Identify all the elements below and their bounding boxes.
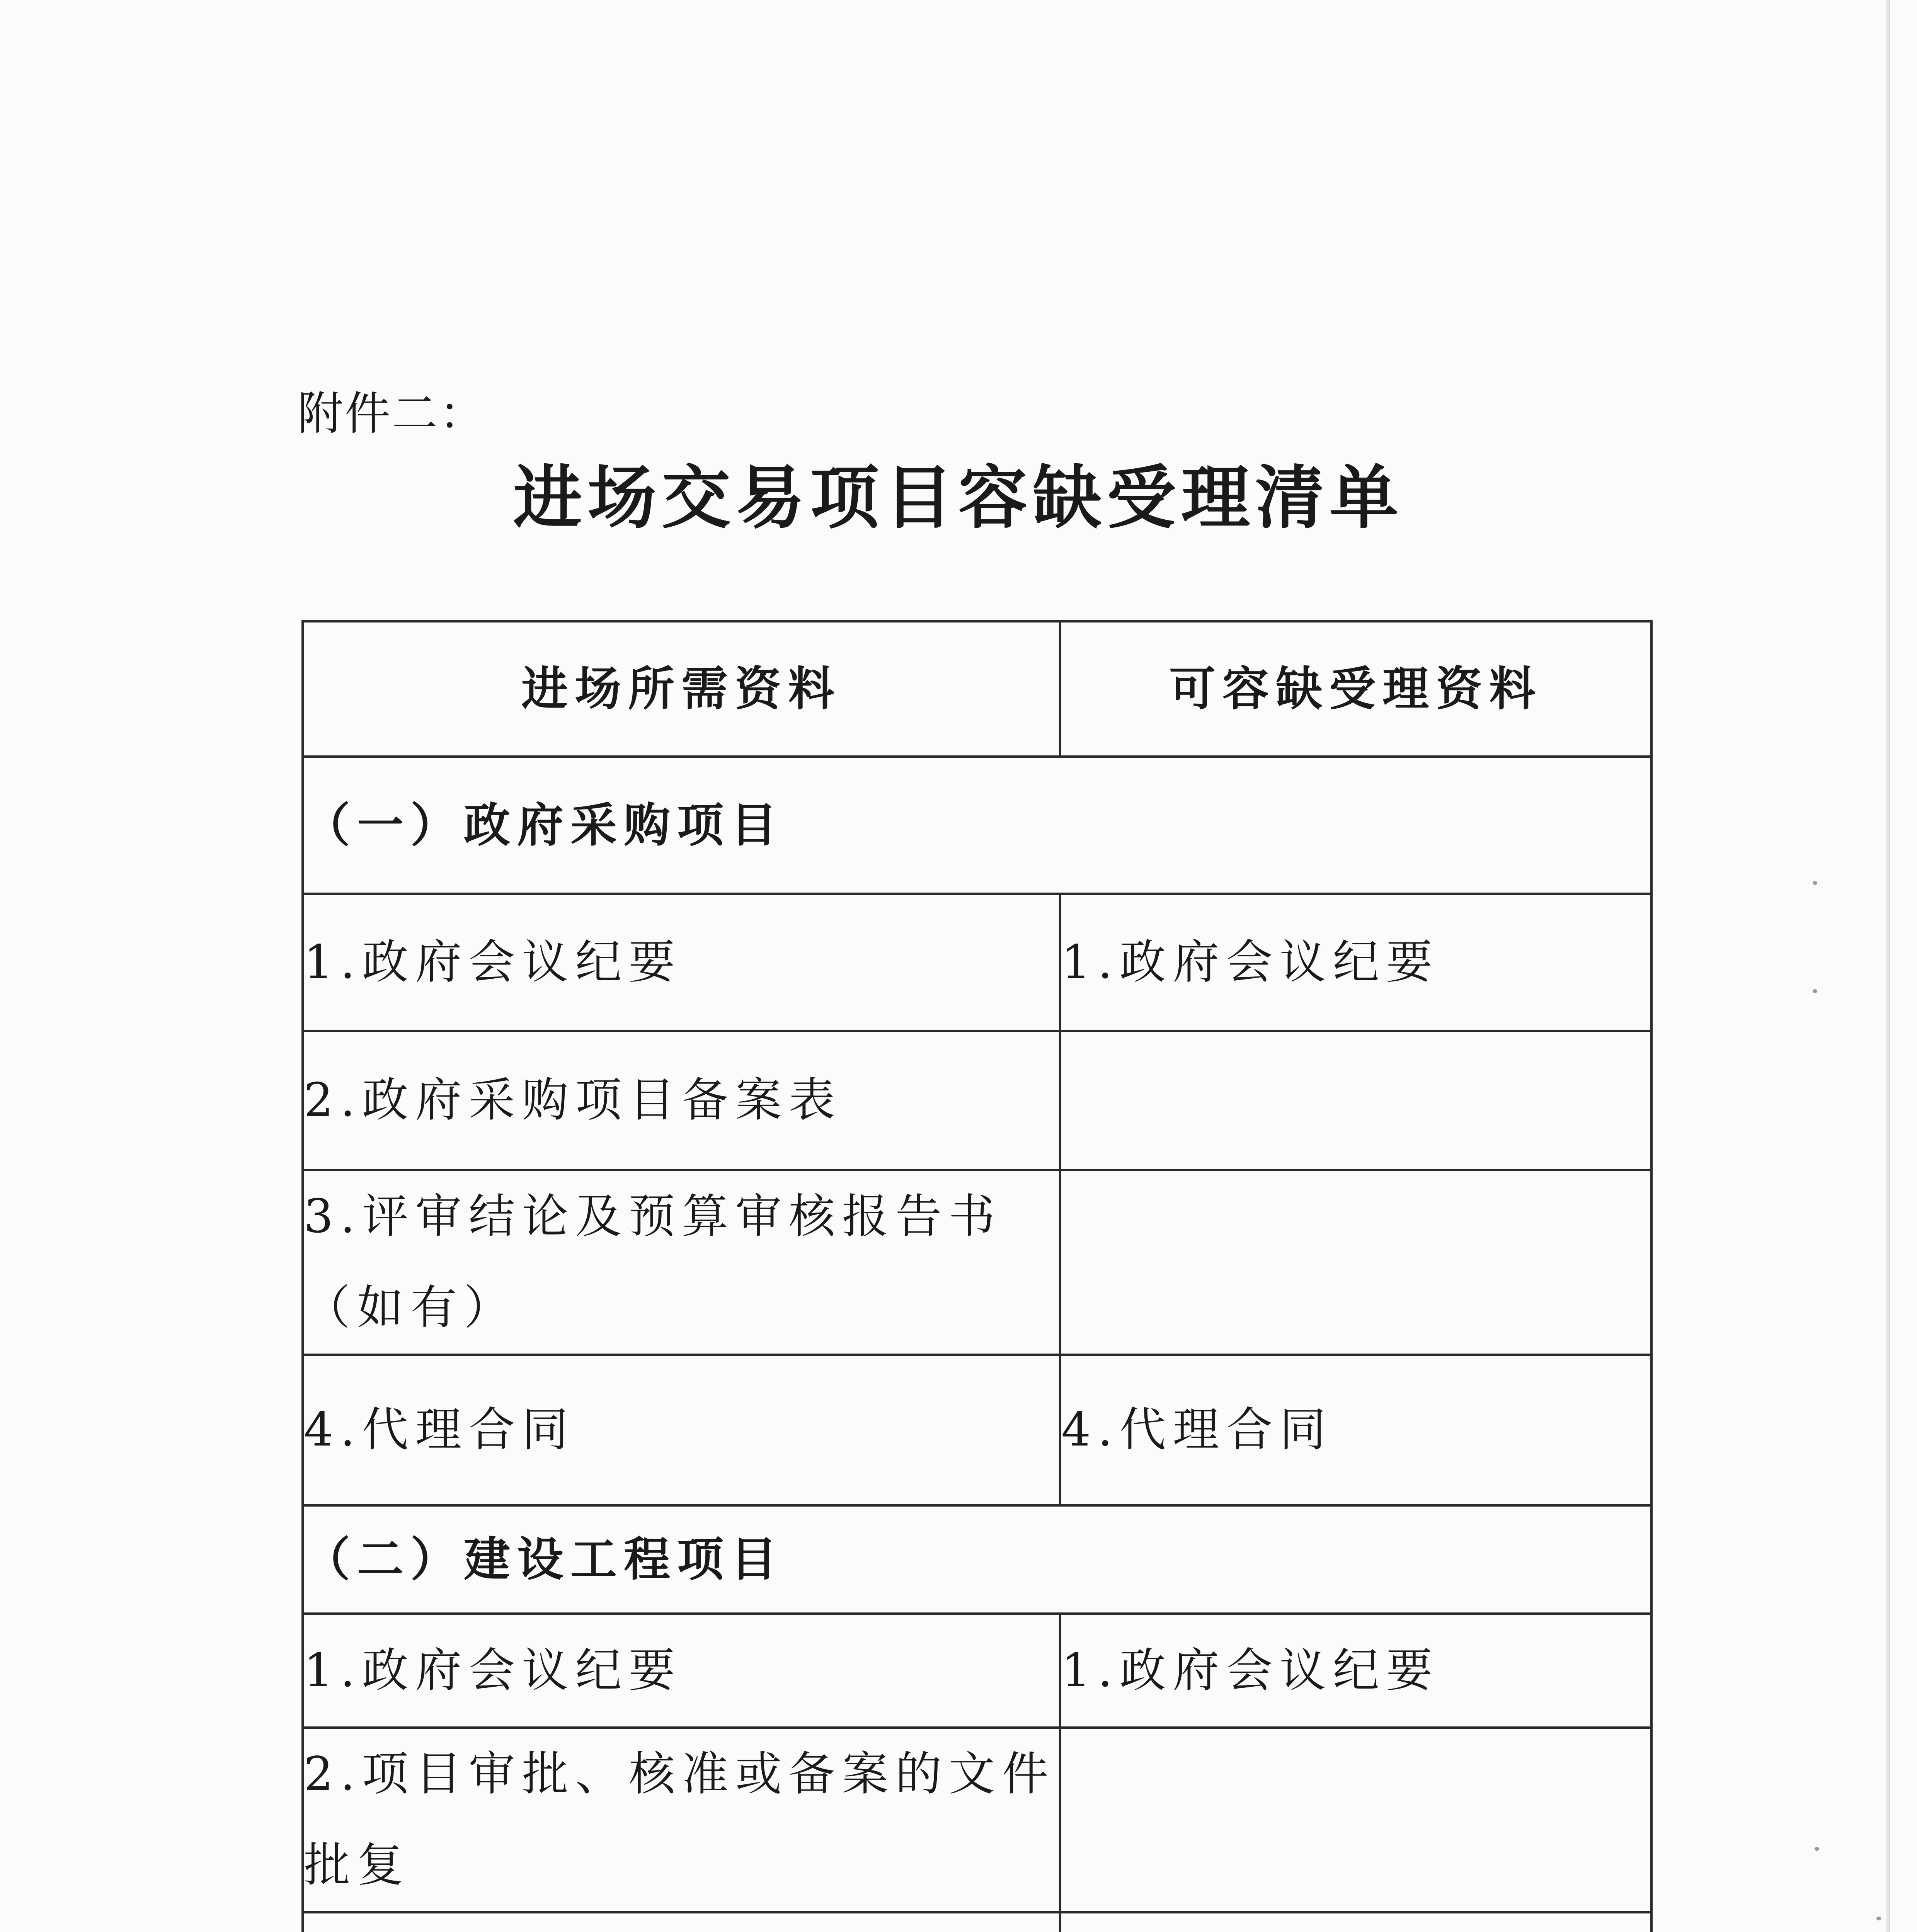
table-row [303, 894, 1651, 1031]
table-row [303, 1355, 1651, 1505]
table-header-row [303, 621, 1651, 757]
table-row [303, 1170, 1651, 1355]
section-heading: （一）政府采购项目 [303, 757, 1651, 894]
scan-speck [1876, 1917, 1881, 1920]
acceptance-checklist-table [301, 620, 1653, 1932]
table-row [303, 1912, 1651, 1932]
deferrable-item: 1.政府会议纪要 [1060, 1614, 1651, 1728]
required-item: 1.政府会议纪要 [303, 1614, 1060, 1728]
required-item: 2.项目审批、核准或备案的文件批复 [303, 1728, 1060, 1912]
scan-speck [1815, 1847, 1819, 1851]
required-item: 2.政府采购项目备案表 [303, 1031, 1060, 1170]
section-heading-row [303, 757, 1651, 894]
header-deferrable-materials: 可容缺受理资料 [1060, 621, 1651, 757]
deferrable-item [1060, 1170, 1651, 1355]
section-heading-row [303, 1505, 1651, 1614]
page-edge-shadow [1886, 0, 1890, 1932]
scan-speck [1813, 881, 1817, 885]
required-item [303, 1912, 1060, 1932]
section-heading: （二）建设工程项目 [303, 1505, 1651, 1614]
deferrable-item [1060, 1031, 1651, 1170]
document-title: 进场交易项目容缺受理清单 [513, 457, 1404, 538]
deferrable-item: 4.代理合同 [1060, 1355, 1651, 1505]
scan-speck [1813, 989, 1817, 993]
attachment-label: 附件二： [298, 387, 487, 440]
required-item: 4.代理合同 [303, 1355, 1060, 1505]
required-item: 1.政府会议纪要 [303, 894, 1060, 1031]
table-row [303, 1728, 1651, 1912]
deferrable-item [1060, 1728, 1651, 1912]
deferrable-item: 1.政府会议纪要 [1060, 894, 1651, 1031]
table-row [303, 1031, 1651, 1170]
header-required-materials: 进场所需资料 [303, 621, 1060, 757]
deferrable-item [1060, 1912, 1651, 1932]
required-item: 3.评审结论及预算审核报告书（如有） [303, 1170, 1060, 1355]
table-row [303, 1614, 1651, 1728]
